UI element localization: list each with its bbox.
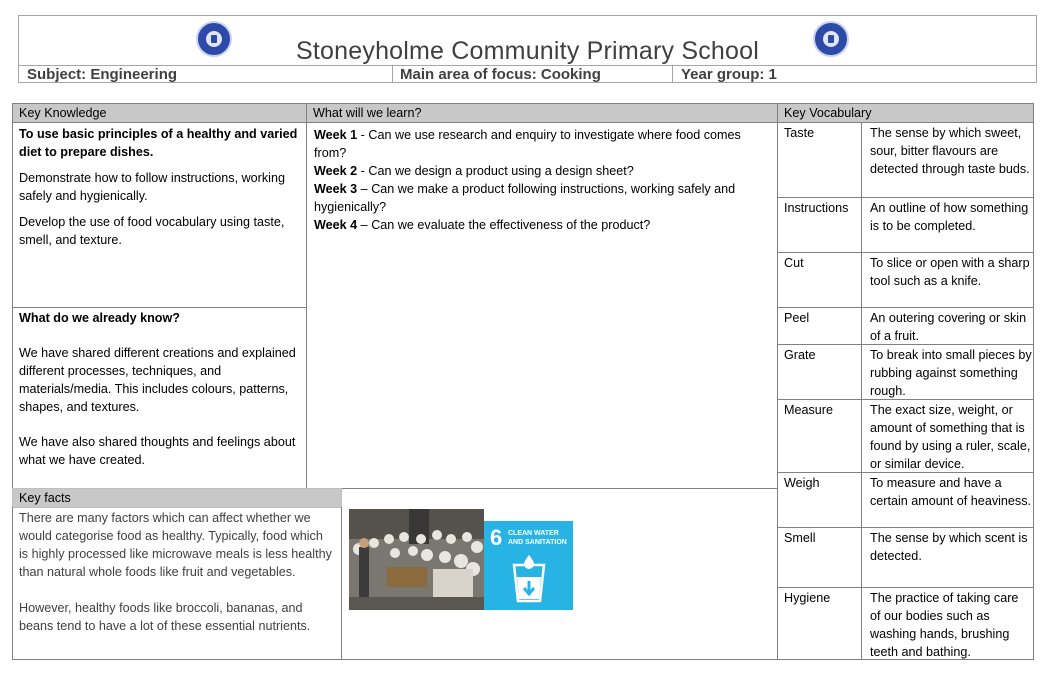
week-item: Week 1 - Can we use research and enquiry to investigate where food comes from? xyxy=(314,128,741,160)
document-header xyxy=(18,15,1037,83)
school-name: Stoneyholme Community Primary School xyxy=(296,37,759,65)
vocab-term: Weigh xyxy=(784,476,820,490)
vocab-term: Peel xyxy=(784,311,810,325)
focus-label: Main area of focus: Cooking xyxy=(393,66,673,83)
vocab-row xyxy=(778,253,1034,308)
already-know-title: What do we already know? xyxy=(19,311,180,325)
already-know-paragraph: We have also shared thoughts and feelings about what we have created. xyxy=(19,435,296,467)
sdg-label: CLEAN WATER AND SANITATION xyxy=(508,530,567,546)
week-item: Week 4 – Can we evaluate the effectiveness of the product? xyxy=(314,218,651,232)
vocab-row xyxy=(778,345,1034,400)
vocab-term: Smell xyxy=(784,531,816,545)
key-knowledge-panel xyxy=(12,122,307,308)
water-glass-icon xyxy=(512,555,546,603)
cooking-class-photo xyxy=(349,509,484,610)
vocab-definition: The sense by which scent is detected. xyxy=(870,531,1028,563)
already-know-paragraph: We have shared different creations and explained different processes, techniques, and materials/media. This includes colours, patterns, shapes, and textures. xyxy=(19,346,296,414)
key-facts-header: Key facts xyxy=(12,488,342,508)
key-facts-paragraph: There are many factors which can affect whether we would categorise food as healthy. Typically, food which is highly processed like microwave meals is less healthy than natural whole foods like fruit and vegetables. xyxy=(19,511,332,579)
sdg-number: 6 xyxy=(490,525,503,550)
vocab-table xyxy=(777,122,1034,660)
vocab-definition: To break into small pieces by rubbing against something rough. xyxy=(870,348,1032,398)
week-item: Week 2 - Can we design a product using a design sheet? xyxy=(314,164,634,178)
vocab-header: Key Vocabulary xyxy=(777,103,1034,123)
learn-header: What will we learn? xyxy=(306,103,778,123)
vocab-term: Taste xyxy=(784,126,815,140)
subject-label: Subject: Engineering xyxy=(19,66,393,83)
vocab-definition: To measure and have a certain amount of heaviness. xyxy=(870,476,1032,508)
vocab-row xyxy=(778,123,1034,198)
vocab-definition: An outline of how something is to be completed. xyxy=(870,201,1029,233)
week-item: Week 3 – Can we make a product following instructions, working safely and hygienically? xyxy=(314,182,736,214)
key-knowledge-intro: To use basic principles of a healthy and varied diet to prepare dishes. xyxy=(19,127,298,159)
vocab-term: Hygiene xyxy=(784,591,831,605)
vocab-term: Measure xyxy=(784,403,833,417)
vocab-definition: The exact size, weight, or amount of something that is found by using a ruler, scale, or similar device. xyxy=(870,403,1031,471)
already-know-panel xyxy=(12,307,307,489)
key-knowledge-header: Key Knowledge xyxy=(12,103,307,123)
subject-info-row xyxy=(19,65,1036,83)
key-knowledge-point: Develop the use of food vocabulary using taste, smell, and texture. xyxy=(19,215,285,247)
vocab-definition: The practice of taking care of our bodies such as washing hands, brushing teeth and bathing. xyxy=(870,591,1019,659)
year-group-label: Year group: 1 xyxy=(681,66,777,83)
vocab-term: Cut xyxy=(784,256,804,270)
key-knowledge-point: Demonstrate how to follow instructions, working safely and hygienically. xyxy=(19,171,285,203)
vocab-row xyxy=(778,473,1034,528)
vocab-row xyxy=(778,528,1034,588)
vocab-term: Grate xyxy=(784,348,816,362)
sdg-6-badge xyxy=(484,521,573,610)
vocab-row xyxy=(778,198,1034,253)
vocab-definition: To slice or open with a sharp tool such as a knife. xyxy=(870,256,1030,288)
key-facts-panel xyxy=(12,507,342,660)
learn-panel xyxy=(306,122,778,489)
vocab-row xyxy=(778,308,1034,345)
vocab-definition: The sense by which sweet, sour, bitter flavours are detected through taste buds. xyxy=(870,126,1030,176)
vocab-row xyxy=(778,588,1034,659)
vocab-definition: An outering covering or skin of a fruit. xyxy=(870,311,1027,343)
vocab-term: Instructions xyxy=(784,201,849,215)
vocab-row xyxy=(778,400,1034,473)
key-facts-paragraph: However, healthy foods like broccoli, bananas, and beans tend to have a lot of these essential nutrients. xyxy=(19,601,311,633)
